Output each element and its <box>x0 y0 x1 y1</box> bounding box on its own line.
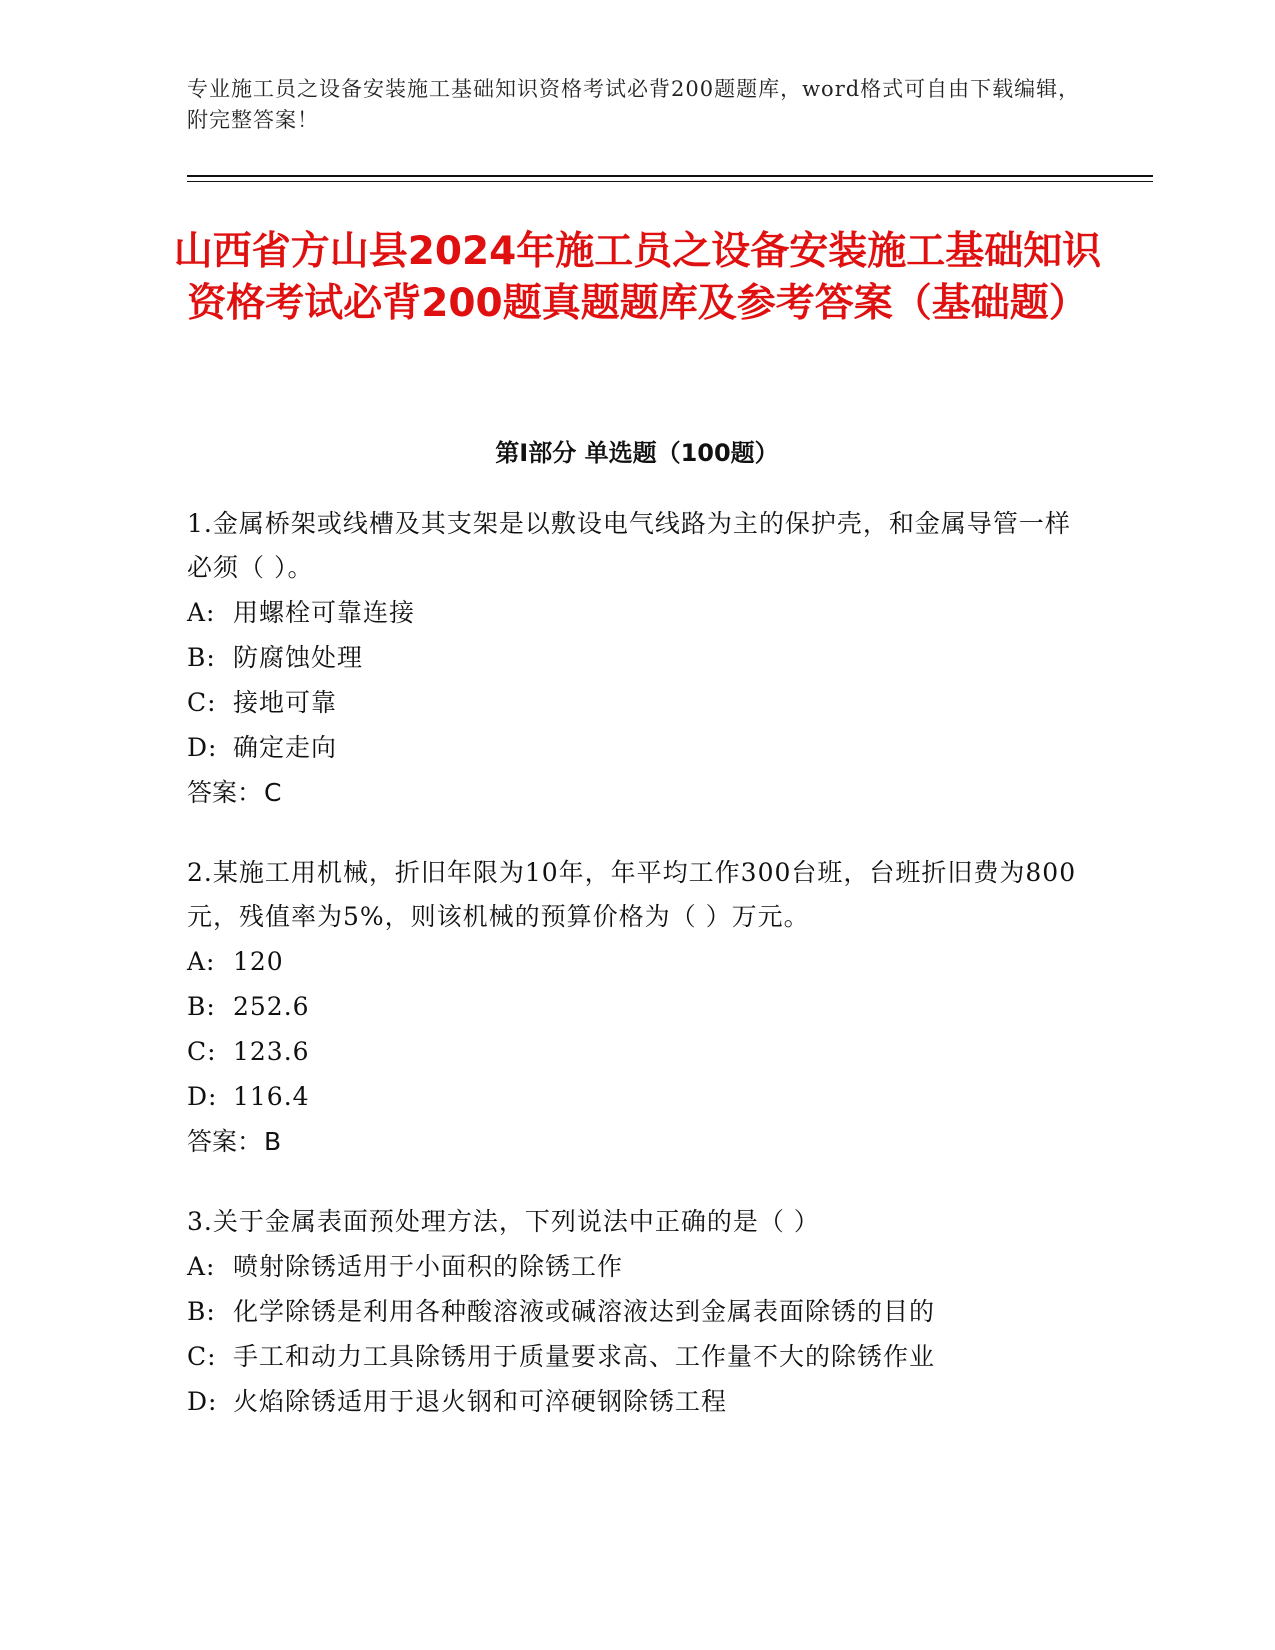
option-letter: D: <box>187 1082 218 1111</box>
answer-line <box>187 1119 1087 1164</box>
question-stem: 3.关于金属表面预处理方法，下列说法中正确的是（ ） <box>187 1207 820 1236</box>
option-a <box>187 939 1087 984</box>
option-text: 用螺栓可靠连接 <box>233 598 416 627</box>
option-text: 手工和动力工具除锈用于质量要求高、工作量不大的除锈作业 <box>233 1342 936 1371</box>
option-letter: B: <box>187 992 216 1021</box>
option-c <box>187 1334 1087 1379</box>
option-letter: C: <box>187 1037 217 1066</box>
option-text: 252.6 <box>233 992 310 1021</box>
option-letter: D: <box>187 1387 218 1416</box>
option-text: 火焰除锈适用于退火钢和可淬硬钢除锈工程 <box>233 1387 728 1416</box>
section-heading: 第I部分 单选题（100题） <box>495 439 779 467</box>
option-letter: A: <box>187 1252 216 1281</box>
header-note: 专业施工员之设备安装施工基础知识资格考试必背200题题库，word格式可自由下载编辑，附完整答案！ <box>187 77 1081 132</box>
option-d <box>187 1074 1087 1119</box>
option-letter: B: <box>187 643 216 672</box>
option-letter: C: <box>187 688 217 717</box>
option-b <box>187 1289 1087 1334</box>
header-rule-thick <box>187 175 1153 177</box>
question-stem: 1.金属桥架或线槽及其支架是以敷设电气线路为主的保护壳，和金属导管一样必须（ ）。 <box>187 509 1071 582</box>
question-2 <box>187 851 1087 1164</box>
option-letter: A: <box>187 598 216 627</box>
option-text: 防腐蚀处理 <box>233 643 364 672</box>
answer-line <box>187 770 1087 815</box>
answer-label: 答案： <box>187 1127 263 1156</box>
option-letter: A: <box>187 947 216 976</box>
answer-value: C <box>264 778 282 807</box>
option-text: 喷射除锈适用于小面积的除锈工作 <box>233 1252 624 1281</box>
option-c <box>187 680 1087 725</box>
document-title: 山西省方山县2024年施工员之设备安装施工基础知识资格考试必背200题真题题库及参考答案（基础题） <box>173 229 1102 326</box>
option-letter: D: <box>187 733 218 762</box>
option-letter: C: <box>187 1342 217 1371</box>
option-text: 120 <box>233 947 284 976</box>
option-text: 123.6 <box>233 1037 310 1066</box>
header-rule-thin <box>187 181 1153 182</box>
answer-value: B <box>264 1127 282 1156</box>
option-letter: B: <box>187 1297 216 1326</box>
question-stem: 2.某施工用机械，折旧年限为10年，年平均工作300台班，台班折旧费为800元，残值率为5%，则该机械的预算价格为（ ）万元。 <box>187 858 1077 931</box>
option-text: 116.4 <box>233 1082 310 1111</box>
option-text: 接地可靠 <box>233 688 338 717</box>
option-a <box>187 590 1087 635</box>
option-d <box>187 1379 1087 1424</box>
answer-label: 答案： <box>187 778 263 807</box>
option-c <box>187 1029 1087 1074</box>
question-3 <box>187 1200 1087 1424</box>
question-1 <box>187 502 1087 815</box>
option-d <box>187 725 1087 770</box>
option-a <box>187 1244 1087 1289</box>
option-b <box>187 635 1087 680</box>
option-text: 化学除锈是利用各种酸溶液或碱溶液达到金属表面除锈的目的 <box>233 1297 936 1326</box>
option-b <box>187 984 1087 1029</box>
option-text: 确定走向 <box>233 733 338 762</box>
